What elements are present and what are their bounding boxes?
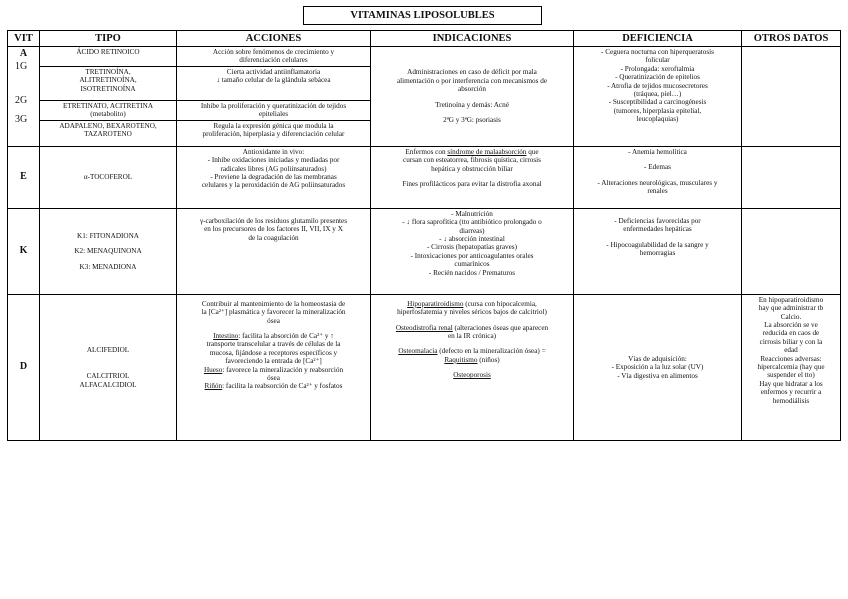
otros-text: enfermos y recurrir a [760,388,822,397]
underlined-term: Osteodistrofia renal [395,323,453,332]
acciones-text: proliferación, hiperplasia y diferenciación celular [202,130,345,139]
text-run: (alteraciones óseas que aparecen [452,323,549,332]
deficiencia-text: renales [647,187,668,196]
text-run: (cursa con hipocalcemia, [463,299,537,308]
underlined-term: Osteomalacia [398,347,438,356]
indicaciones-text: cumarínicos [454,260,490,269]
acciones-text: - Inhibe oxidaciones iniciadas y mediadas por [207,156,340,165]
generation-3g: 3G [15,114,28,125]
indicaciones-text [373,300,571,308]
rinon-line: Riñón: facilita la reabsorción de Ca²⁺ y fosfatos [204,382,343,391]
acciones-text: ósea [267,316,280,325]
table-row [8,146,841,208]
tipo-text: ADAPALENO, BEXAROTENO, [59,121,157,130]
deficiencia-text: (tráquea, piel…) [633,90,682,99]
vit-a-label: A [19,48,28,59]
vit-e-otros [742,146,841,208]
vit-d-label: D [8,294,40,440]
acciones-text: - Previene la degradación de las membranas [210,173,337,182]
header-acciones: ACCIONES [177,31,371,47]
deficiencia-text: enfermedades hepáticas [623,225,692,234]
indicaciones-text: - Intoxicaciones por anticoagulantes orales [410,251,534,260]
deficiencia-text: - Queratinización de epitelios [615,73,700,82]
vit-k-acciones [177,208,371,294]
vit-d-acciones [177,294,371,440]
hueso-line: Hueso: favorece la mineralización y reabsorción [203,365,344,374]
indicaciones-text [373,371,571,379]
text-run: facilita la absorción de Ca²⁺ y ↑ [242,332,334,341]
indicaciones-text: - Cirrosis (hepatopatías graves) [426,243,518,252]
intestino-line: Intestino: facilita la absorción de Ca²⁺ y ↑ [213,332,334,341]
tipo-text: TRETINOÍNA, [85,67,131,76]
acciones-text: Cierta actividad antiinflamatoria [226,67,321,76]
indicaciones-text: alimentación o por interferencia con mecanismos de [396,76,548,85]
tipo-text: ALFACALCIDIOL [79,380,137,389]
tipo-text: ISOTRETINOÍNA [80,84,136,93]
otros-text: suspender el tto) [767,371,815,380]
deficiencia-text: - Prolongada: xeroftalmia [620,64,695,73]
acciones-text: Antioxidante in vivo: [242,147,305,156]
indicaciones-text: en la IR crónica) [447,332,497,341]
indicaciones-text [373,324,571,332]
otros-text: cirrosis biliar y con la [759,337,823,346]
tipo-text: ALCIFEDIOL [86,345,130,354]
indicaciones-text: Tretinoína y demás: Acné [435,100,509,109]
indicaciones-text: - ↓ absorción intestinal [439,235,505,244]
deficiencia-text: - Vía digestiva en alimentos [617,371,698,380]
vit-d-tipo [40,294,177,440]
underlined-term: Raquitismo [444,355,478,364]
acciones-text: ósea [267,374,280,383]
deficiencia-text: hemorragias [639,249,676,258]
deficiencia-text: - Ceguera nocturna con hiperqueratosis [601,48,714,56]
generation-1g: 1G [15,61,28,72]
vit-e-tipo: α-TOCOFEROL [40,146,177,208]
vit-e-acciones [177,146,371,208]
vit-k-tipo [40,208,177,294]
deficiencia-text: Vías de adquisición: [628,354,687,363]
indicaciones-text: hiperfosfatemia y niveles séricos bajos de calcitriol) [397,308,547,317]
tipo-text: ALITRETINOÍNA, [79,76,137,85]
acciones-text: mucosa, fijándose a receptores específicos y [209,348,338,357]
vit-a-otros [742,47,841,147]
otros-text: Hay que hidratar a los [759,379,823,388]
otros-text: La absorción se ve [764,321,818,330]
text-run: favorece la mineralización y reabsorción [226,365,344,374]
header-row [8,31,841,47]
indicaciones-text: 2ªG y 3ªG: psoriasis [443,116,501,125]
vit-a-tipo-3 [40,100,177,120]
header-indicaciones: INDICACIONES [371,31,574,47]
vit-k-indicaciones [371,208,574,294]
deficiencia-text: folicular [645,56,670,65]
generation-2g: 2G [15,95,28,106]
tipo-text: K1: FITONADIONA [77,231,139,240]
page-title: VITAMINAS LIPOSOLUBLES [303,6,542,25]
indicaciones-text: - Recién nacidos / Prematuros [428,268,516,277]
header-vit: VIT [8,31,40,47]
acciones-text: en los precursores de los factores II, VII, IX y X [204,225,343,234]
text-run: facilita la reabsorción de Ca²⁺ y fosfatos [225,382,343,391]
acciones-text: Inhibe la proliferación y queratinización de tejidos [200,101,347,110]
vit-a-acciones-4 [177,120,371,146]
vit-a-indicaciones [371,47,574,147]
acciones-text: celulares y la peroxidación de AG poliinsaturados [201,181,346,190]
vit-e-deficiencia [574,146,742,208]
indicaciones-text [373,347,571,355]
indicaciones-text: absorción [458,85,486,94]
deficiencia-text: - Exposición a la luz solar (UV) [611,363,704,372]
tipo-text: ETRETINATO, ACITRETINA [62,101,154,110]
vit-a-tipo-4 [40,120,177,146]
text-run: (defecto en la mineralización ósea) = [437,347,546,356]
vit-a-cell [8,47,40,147]
tipo-text: K2: MENAQUINONA [74,247,142,256]
indicaciones-text: Administraciones en caso de déficit por mala [407,68,537,77]
vit-a-tipo-2 [40,66,177,100]
acciones-text: transporte transcelular a través de células de la [206,340,341,349]
header-deficiencia: DEFICIENCIA [574,31,742,47]
acciones-text: diferenciación celulares [239,56,308,65]
vit-k-deficiencia [574,208,742,294]
vitamins-table [7,30,841,441]
otros-text: reducida en caos de [762,329,820,338]
deficiencia-text: - Deficiencias favorecidas por [614,216,701,225]
vit-k-label: K [8,208,40,294]
vit-d-indicaciones [371,294,574,440]
acciones-text: de la coagulación [248,233,299,242]
text-run: que [526,147,539,156]
vit-a-tipo-1 [40,47,177,67]
acciones-text: epiteliales [258,110,289,119]
vit-k-otros [742,208,841,294]
underlined-term: Osteoporosis [453,371,491,380]
acciones-text: favoreciendo la entrada de [Ca²⁺] [225,357,322,366]
intestino-label: Intestino [213,332,239,341]
deficiencia-text: - Alteraciones neurológicas, musculares y [597,178,718,187]
vit-e-label: E [8,146,40,208]
hueso-label: Hueso [203,365,223,374]
text-run: (niños) [477,355,500,364]
otros-text: Reacciones adversas: [760,354,822,363]
indicaciones-text [373,356,571,364]
vit-e-indicaciones [371,146,574,208]
tipo-text: TAZAROTENO [84,130,132,139]
text-run: Enfermos con [405,147,448,156]
indicaciones-text [373,148,571,156]
vit-a-deficiencia [574,47,742,147]
acciones-text: Acción sobre fenómenos de crecimiento y [212,48,335,56]
acciones-text: radicales libres (AG poliinsaturados) [220,164,327,173]
vit-a-acciones-2 [177,66,371,100]
deficiencia-text: - Atrofia de tejidos mucosecretores [607,81,708,90]
underlined-term: síndrome de malaabsorción [447,147,527,156]
underlined-term: Hipoparatiroidismo [407,299,464,308]
acciones-text: la [Ca²⁺] plasmática y favorecer la mineralización [201,308,346,317]
tipo-text: K3: MENADIONA [79,262,137,271]
table-row [8,294,841,440]
tipo-text: (metabolito) [90,110,126,119]
indicaciones-text: cursan con esteatorrea, fibrosis quística, cirrosis [403,156,541,165]
otros-text: hipercalcemia (hay que [757,363,825,372]
indicaciones-text: Fines profilácticos para evitar la distrofia axonal [402,180,542,189]
header-otros-datos: OTROS DATOS [742,31,841,47]
otros-text: hemodiálisis [772,396,810,405]
acciones-text: γ-carboxilación de los residuos glutamilo presentes [199,216,348,225]
deficiencia-text: leucoplaquias) [636,115,679,124]
tipo-text: ÁCIDO RETINOICO [76,48,140,56]
indicaciones-text: hepática y obstrucción biliar [431,164,513,173]
otros-text: Calcio. [780,312,802,321]
deficiencia-text: (tumores, hiperplasia epitelial, [613,106,702,115]
table-row [8,47,841,67]
table-row [8,208,841,294]
vit-d-deficiencia [574,294,742,440]
otros-text: edad [784,346,798,355]
tipo-text: CALCITRIOL [86,372,130,381]
header-tipo: TIPO [40,31,177,47]
acciones-text: ↓ tamaño celular de la glándula sebácea [216,76,331,85]
vit-d-otros [742,294,841,440]
otros-text: En hipoparatiroidismo [758,295,824,304]
deficiencia-text: - Hipocoagulabilidad de la sangre y [606,240,709,249]
deficiencia-text: - Anemia hemolítica [628,147,687,156]
vit-a-acciones-3 [177,100,371,120]
vit-a-acciones-1 [177,47,371,67]
deficiencia-text: - Susceptibilidad a carcinogénesis [608,98,707,107]
indicaciones-text: diarreas) [459,226,485,235]
indicaciones-text: - ↓ flora saprofítica (tto antibiótico prolongado o [402,218,542,227]
acciones-text: Contribuir al mantenimiento de la homeostasia de [201,299,346,308]
indicaciones-text: - Malnutrición [451,209,493,218]
deficiencia-text: - Edemas [644,163,671,172]
rinon-label: Riñón [204,382,223,391]
acciones-text: Regula la expresión génica que modula la [213,121,334,130]
otros-text: hay que administrar tb [758,304,824,313]
